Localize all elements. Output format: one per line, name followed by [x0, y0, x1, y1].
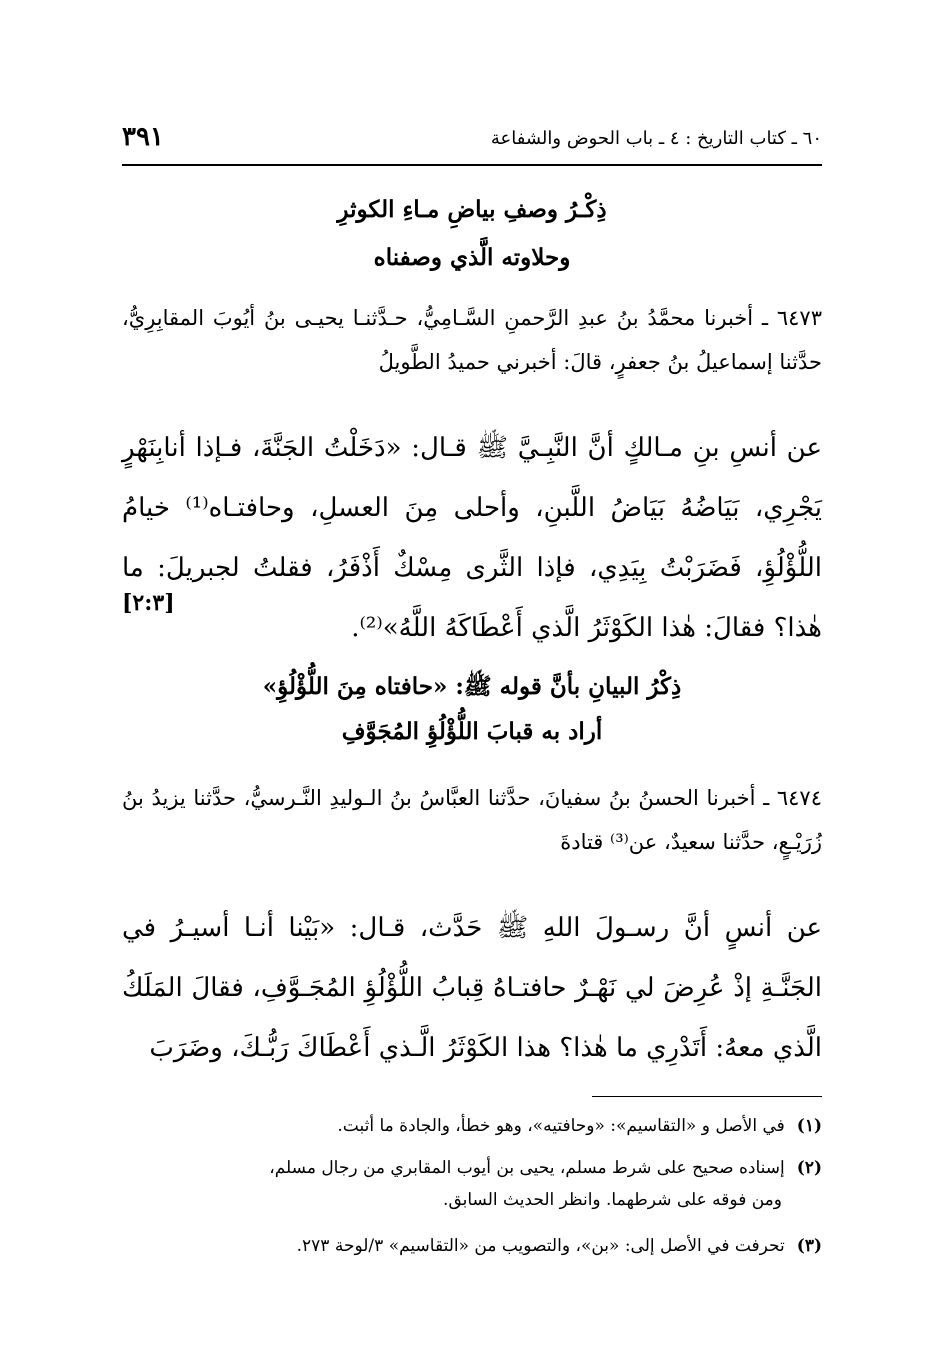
footnote-2	[122, 1152, 822, 1216]
page-number: ٣٩١	[122, 122, 164, 152]
footnote-number: (١)	[796, 1116, 822, 1136]
section-title-1-line1: ذِكْـرُ وصفِ بياضِ مـاءِ الكوثرِ	[337, 196, 607, 223]
section-title-2-line1: ذِكْرُ البيانِ بأنَّ قوله ﷺ: «حافتاه مِنَ اللُّؤْلُؤِ»	[262, 673, 682, 700]
hadith-6473-isnad: ٦٤٧٣ ـ أخبرنا محمَّدُ بنُ عبدِ الرَّحمنِ السَّـامِيُّ، حـدَّثنـا يحيـى بنُ أيُوبَ المقابِرِيُّ، حدَّثنا إسماعيلُ بنُ جعفرٍ، قالَ: أخبرني حميدُ الطَّويلُ	[122, 306, 822, 374]
section-title-1-line2: وحلاوته الَّذي وصفناه	[373, 244, 571, 271]
hadith-6474-isnad: ٦٤٧٤ ـ أخبرنا الحسنُ بنُ سفيانَ، حدَّثنا العبَّاسُ بنُ الـوليدِ النَّـرسيُّ، حدَّثنا يزيدُ بنُ زُرَيْـعٍ، حدَّثنا سعيدٌ، عن⁽³⁾ قتادةَ	[122, 786, 822, 854]
hadith-6474-matn: عن أنسٍ أنَّ رسـولَ اللهِ ﷺ حَدَّث، قـال: «بَيْنا أنـا أسيـرُ في الجَنَّـةِ إذْ عُرِضَ لي نَهْـرٌ حافتـاهُ قِبابُ اللُّؤْلُؤِ المُجَـوَّفِ، فقالَ المَلَكُ الَّذي معهُ: أَتَدْرِي ما هٰذا؟ هذا الكَوْثَرُ الَّـذي أَعْطَاكَ رَبُّـكَ، وضَرَبَ	[122, 913, 822, 1063]
hadith-6473-reference: [٢:٣]	[122, 590, 175, 616]
footnote-text: تحرفت في الأصل إلى: «بن»، والتصويب من «التقاسيم» ٣/لوحة ٢٧٣.	[296, 1236, 785, 1256]
footnote-divider	[592, 1096, 822, 1097]
hadith-6473-matn: عن أنسِ بنِ مـالكٍ أنَّ النَّبِـيَّ ﷺ قـال: «دَخَلْتُ الجَنَّةَ، فـإذا أنابِنَهْرٍ يَجْرِي، بَيَاضُهُ بَيَاضُ اللَّبنِ، وأحلى مِنَ العسلِ، وحافتـاه⁽¹⁾ خيامُ اللُّؤْلُؤِ، فَضَرَبْتُ بِيَدِي، فإذا الثَّرى مِسْكٌ أَذْفَرُ، فقلتُ لجبريلَ: ما هٰذا؟ فقالَ: هٰذا الكَوْثَرُ الَّذي أَعْطَاكَهُ اللَّهُ»⁽²⁾.	[122, 433, 822, 643]
footnote-1	[122, 1110, 822, 1142]
page-header	[122, 122, 822, 166]
running-title: ٦٠ ـ كتاب التاريخ : ٤ ـ باب الحوض والشفاعة	[490, 128, 822, 149]
footnote-number: (٢)	[796, 1158, 822, 1178]
footnote-continuation: ومن فوقه على شرطهما. وانظر الحديث السابق.	[443, 1190, 782, 1210]
footnote-text: في الأصل و «التقاسيم»: «وحافتيه»، وهو خطأ، والجادة ما أثبت.	[337, 1116, 785, 1136]
footnote-text: إسناده صحيح على شرط مسلم، يحيى بن أيوب المقابري من رجال مسلم،	[269, 1158, 785, 1178]
footnote-number: (٣)	[796, 1236, 822, 1256]
section-title-2-line2: أراد به قبابَ اللُّؤْلُؤِ المُجَوَّفِ	[341, 718, 603, 745]
footnote-3	[122, 1230, 822, 1262]
